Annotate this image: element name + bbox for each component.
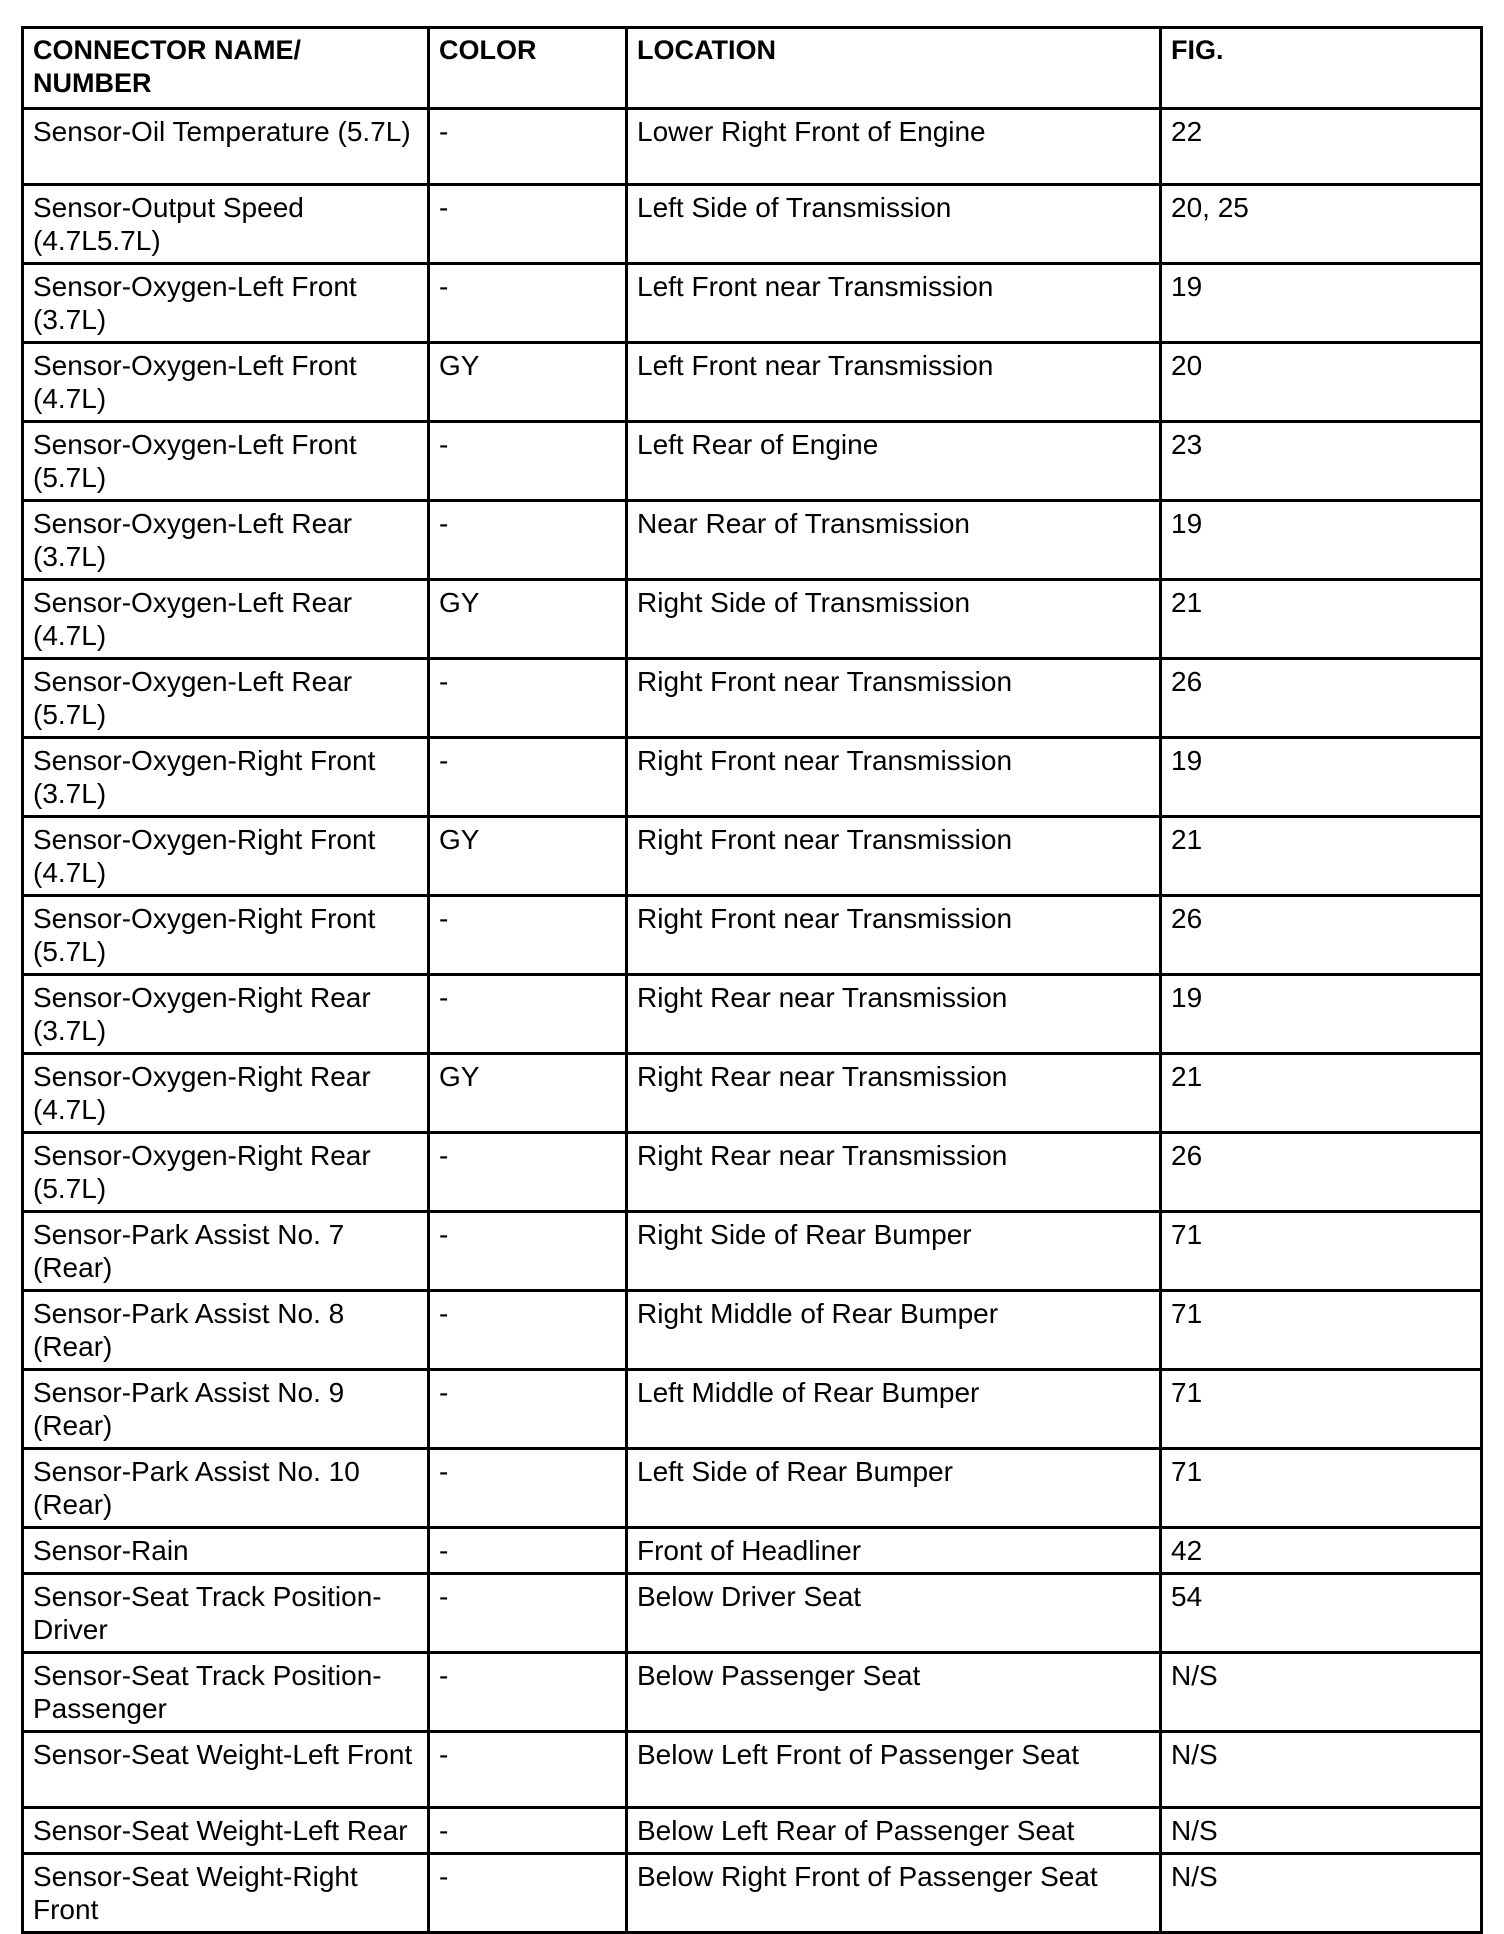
table-row: [23, 264, 1482, 343]
fig-cell: 23: [1161, 422, 1482, 501]
connector-name-cell: Sensor-Oxygen-Right Front (3.7L): [23, 738, 429, 817]
table-row: [23, 580, 1482, 659]
table-row: [23, 1212, 1482, 1291]
connector-name-cell: Sensor-Oxygen-Right Rear (5.7L): [23, 1133, 429, 1212]
location-cell: Right Side of Transmission: [627, 580, 1161, 659]
color-cell: GY: [429, 580, 627, 659]
fig-cell: 21: [1161, 817, 1482, 896]
fig-cell: 22: [1161, 109, 1482, 185]
location-cell: Right Rear near Transmission: [627, 1054, 1161, 1133]
location-cell: Left Front near Transmission: [627, 264, 1161, 343]
table-body: [23, 109, 1482, 1933]
connector-name-cell: Sensor-Seat Weight-Left Rear: [23, 1808, 429, 1854]
fig-cell: 71: [1161, 1212, 1482, 1291]
table-row: [23, 1808, 1482, 1854]
fig-cell: 42: [1161, 1528, 1482, 1574]
fig-cell: 19: [1161, 738, 1482, 817]
connector-name-cell: Sensor-Seat Track Position-Passenger: [23, 1653, 429, 1732]
connector-name-cell: Sensor-Rain: [23, 1528, 429, 1574]
fig-cell: 20: [1161, 343, 1482, 422]
color-cell: -: [429, 109, 627, 185]
fig-cell: 71: [1161, 1449, 1482, 1528]
color-cell: GY: [429, 1054, 627, 1133]
color-cell: GY: [429, 343, 627, 422]
location-cell: Front of Headliner: [627, 1528, 1161, 1574]
fig-cell: 21: [1161, 1054, 1482, 1133]
location-cell: Below Left Front of Passenger Seat: [627, 1732, 1161, 1808]
table-row: [23, 1449, 1482, 1528]
table-row: [23, 343, 1482, 422]
header-fig: FIG.: [1161, 28, 1482, 109]
table-row: [23, 1854, 1482, 1933]
header-color: COLOR: [429, 28, 627, 109]
connector-name-cell: Sensor-Seat Weight-Right Front: [23, 1854, 429, 1933]
location-cell: Left Middle of Rear Bumper: [627, 1370, 1161, 1449]
connector-name-cell: Sensor-Oil Temperature (5.7L): [23, 109, 429, 185]
table-row: [23, 1574, 1482, 1653]
connector-name-cell: Sensor-Oxygen-Left Rear (4.7L): [23, 580, 429, 659]
fig-cell: 21: [1161, 580, 1482, 659]
color-cell: -: [429, 1854, 627, 1933]
location-cell: Right Front near Transmission: [627, 817, 1161, 896]
table-row: [23, 1370, 1482, 1449]
fig-cell: 71: [1161, 1291, 1482, 1370]
color-cell: -: [429, 738, 627, 817]
location-cell: Right Middle of Rear Bumper: [627, 1291, 1161, 1370]
fig-cell: 26: [1161, 1133, 1482, 1212]
table-header-row: [23, 28, 1482, 109]
location-cell: Below Left Rear of Passenger Seat: [627, 1808, 1161, 1854]
connector-name-cell: Sensor-Oxygen-Left Front (3.7L): [23, 264, 429, 343]
table-row: [23, 1054, 1482, 1133]
connector-name-cell: Sensor-Oxygen-Right Rear (4.7L): [23, 1054, 429, 1133]
document-page: [21, 26, 1483, 1934]
location-cell: Left Front near Transmission: [627, 343, 1161, 422]
color-cell: -: [429, 1370, 627, 1449]
color-cell: -: [429, 1291, 627, 1370]
color-cell: -: [429, 1732, 627, 1808]
location-cell: Left Side of Transmission: [627, 185, 1161, 264]
connector-name-cell: Sensor-Seat Track Position-Driver: [23, 1574, 429, 1653]
color-cell: -: [429, 1574, 627, 1653]
connector-name-cell: Sensor-Oxygen-Left Front (4.7L): [23, 343, 429, 422]
location-cell: Right Front near Transmission: [627, 896, 1161, 975]
location-cell: Left Rear of Engine: [627, 422, 1161, 501]
color-cell: -: [429, 1133, 627, 1212]
location-cell: Right Rear near Transmission: [627, 1133, 1161, 1212]
table-row: [23, 185, 1482, 264]
table-row: [23, 1653, 1482, 1732]
fig-cell: 19: [1161, 501, 1482, 580]
connector-name-cell: Sensor-Oxygen-Left Rear (5.7L): [23, 659, 429, 738]
fig-cell: N/S: [1161, 1653, 1482, 1732]
connector-location-table: [21, 26, 1483, 1934]
color-cell: -: [429, 264, 627, 343]
table-row: [23, 1528, 1482, 1574]
color-cell: -: [429, 185, 627, 264]
fig-cell: N/S: [1161, 1808, 1482, 1854]
location-cell: Below Passenger Seat: [627, 1653, 1161, 1732]
header-connector-name: CONNECTOR NAME/ NUMBER: [23, 28, 429, 109]
table-row: [23, 817, 1482, 896]
color-cell: -: [429, 1212, 627, 1291]
location-cell: Below Right Front of Passenger Seat: [627, 1854, 1161, 1933]
color-cell: -: [429, 422, 627, 501]
connector-name-cell: Sensor-Park Assist No. 9 (Rear): [23, 1370, 429, 1449]
color-cell: -: [429, 896, 627, 975]
fig-cell: N/S: [1161, 1854, 1482, 1933]
connector-name-cell: Sensor-Seat Weight-Left Front: [23, 1732, 429, 1808]
location-cell: Right Rear near Transmission: [627, 975, 1161, 1054]
color-cell: GY: [429, 817, 627, 896]
connector-name-cell: Sensor-Park Assist No. 7 (Rear): [23, 1212, 429, 1291]
fig-cell: N/S: [1161, 1732, 1482, 1808]
connector-name-cell: Sensor-Oxygen-Left Rear (3.7L): [23, 501, 429, 580]
fig-cell: 19: [1161, 975, 1482, 1054]
table-row: [23, 1291, 1482, 1370]
location-cell: Right Front near Transmission: [627, 738, 1161, 817]
location-cell: Right Side of Rear Bumper: [627, 1212, 1161, 1291]
table-row: [23, 109, 1482, 185]
location-cell: Below Driver Seat: [627, 1574, 1161, 1653]
table-row: [23, 659, 1482, 738]
connector-name-cell: Sensor-Oxygen-Left Front (5.7L): [23, 422, 429, 501]
color-cell: -: [429, 975, 627, 1054]
location-cell: Near Rear of Transmission: [627, 501, 1161, 580]
connector-name-cell: Sensor-Park Assist No. 8 (Rear): [23, 1291, 429, 1370]
table-row: [23, 422, 1482, 501]
connector-name-cell: Sensor-Output Speed (4.7L5.7L): [23, 185, 429, 264]
location-cell: Left Side of Rear Bumper: [627, 1449, 1161, 1528]
color-cell: -: [429, 659, 627, 738]
header-location: LOCATION: [627, 28, 1161, 109]
table-row: [23, 738, 1482, 817]
table-row: [23, 1133, 1482, 1212]
color-cell: -: [429, 1528, 627, 1574]
connector-name-cell: Sensor-Oxygen-Right Front (5.7L): [23, 896, 429, 975]
table-row: [23, 896, 1482, 975]
fig-cell: 54: [1161, 1574, 1482, 1653]
location-cell: Lower Right Front of Engine: [627, 109, 1161, 185]
fig-cell: 26: [1161, 659, 1482, 738]
fig-cell: 26: [1161, 896, 1482, 975]
table-row: [23, 501, 1482, 580]
table-row: [23, 1732, 1482, 1808]
fig-cell: 19: [1161, 264, 1482, 343]
fig-cell: 71: [1161, 1370, 1482, 1449]
color-cell: -: [429, 501, 627, 580]
connector-name-cell: Sensor-Park Assist No. 10 (Rear): [23, 1449, 429, 1528]
connector-name-cell: Sensor-Oxygen-Right Rear (3.7L): [23, 975, 429, 1054]
table-row: [23, 975, 1482, 1054]
fig-cell: 20, 25: [1161, 185, 1482, 264]
color-cell: -: [429, 1653, 627, 1732]
color-cell: -: [429, 1808, 627, 1854]
connector-name-cell: Sensor-Oxygen-Right Front (4.7L): [23, 817, 429, 896]
color-cell: -: [429, 1449, 627, 1528]
location-cell: Right Front near Transmission: [627, 659, 1161, 738]
